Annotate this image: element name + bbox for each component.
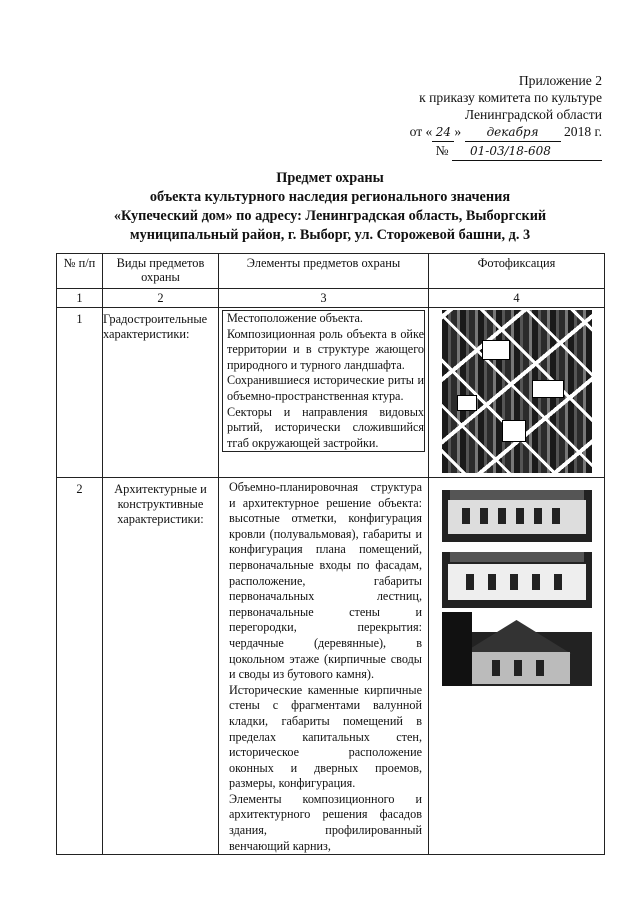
title-line-2: объекта культурного наследия регионального значения: [149, 189, 511, 205]
row-2-item-3: Элементы композиционного и архитектурного решения фасадов здания, профилированный венчающий карниз,: [229, 791, 422, 853]
row-1-item-2: Композиционная роль объекта в ойке территории и в структуре жающего природного и турного ландшафта.: [227, 326, 424, 372]
table-header-row: [57, 254, 605, 289]
title-line-1: Предмет охраны: [276, 170, 384, 186]
row-2-elements: [219, 478, 429, 855]
date-year: 2018 г.: [563, 124, 602, 139]
row-1-item-3: Сохранившиеся исторические риты и объемно-пространственная ктура.: [227, 373, 424, 403]
row-2-item-2: Исторические каменные кирпичные стены с фрагментами валунной кладки, габариты помещений в пределах капитальных стен, историческое расположение оконных и дверных проемов, размеры, конфигурация.: [229, 682, 422, 791]
title-line-3: «Купеческий дом» по адресу: Ленинградская область, Выборгский: [113, 208, 547, 224]
column-number-row: [57, 289, 605, 308]
order-number: 01-03/18-608: [452, 143, 602, 161]
row-2-item-1: Объемно-планировочная структура и архитектурное решение объекта: высотные отметки, конфигурация кровли (полувальмовая), габариты и конфигурация плана помещений, первоначальные входы по фасадам, расположение, габариты первоначальных лестниц, первоначальные стены и перегородки, перекрытия: чердачные (деревянные), в цокольном этаже (кирпичные своды и своды из бутового камня).: [229, 480, 422, 682]
header-kind: Виды предметов охраны: [103, 254, 219, 289]
header-elements: Элементы предметов охраны: [219, 254, 429, 289]
row-1-elements: [219, 308, 429, 478]
header-num: № п/п: [57, 254, 103, 289]
col-number-4: 4: [429, 289, 605, 308]
document-title: [60, 169, 600, 245]
appendix-order-line: к приказу комитета по культуре: [419, 90, 602, 105]
map-photo: [442, 310, 592, 473]
col-number-1: 1: [57, 289, 103, 308]
row-1-photo-cell: [429, 308, 605, 478]
col-number-2: 2: [103, 289, 219, 308]
table-row: [57, 478, 605, 855]
appendix-title: Приложение 2: [518, 73, 602, 88]
date-prefix: от «: [409, 124, 433, 139]
date-mid: »: [454, 124, 462, 139]
col-number-3: 3: [219, 289, 429, 308]
row-1-num: 1: [57, 308, 103, 478]
appendix-date-line: [372, 123, 602, 142]
row-2-photo-cell: [429, 478, 605, 855]
row-1-item-4: Секторы и направления видовых рытий, исторически сложившийся тгаб окружающей застройки.: [227, 404, 424, 450]
protection-table: [56, 253, 605, 855]
date-day: 24: [432, 124, 454, 142]
row-1-kind: Градостроительные характеристики:: [103, 308, 219, 478]
table-row: [57, 308, 605, 478]
header-photo: Фотофиксация: [429, 254, 605, 289]
date-month: декабря: [465, 124, 561, 142]
title-line-4: муниципальный район, г. Выборг, ул. Сторожевой башни, д. 3: [129, 227, 531, 243]
appendix-region-line: Ленинградской области: [464, 107, 602, 122]
facade-photo-1: [442, 480, 592, 542]
row-1-elements-box: [222, 310, 425, 452]
facade-photo-2: [442, 546, 592, 608]
number-prefix: №: [435, 143, 449, 158]
row-2-kind: Архитектурные и конструктивные характеристики:: [103, 478, 219, 855]
row-2-num: 2: [57, 478, 103, 855]
facade-photo-3: [442, 612, 592, 686]
appendix-block: [372, 72, 602, 161]
row-1-item-1: Местоположение объекта.: [227, 311, 363, 325]
appendix-number-line: [372, 142, 602, 161]
row-2-elements-box: [229, 480, 422, 854]
